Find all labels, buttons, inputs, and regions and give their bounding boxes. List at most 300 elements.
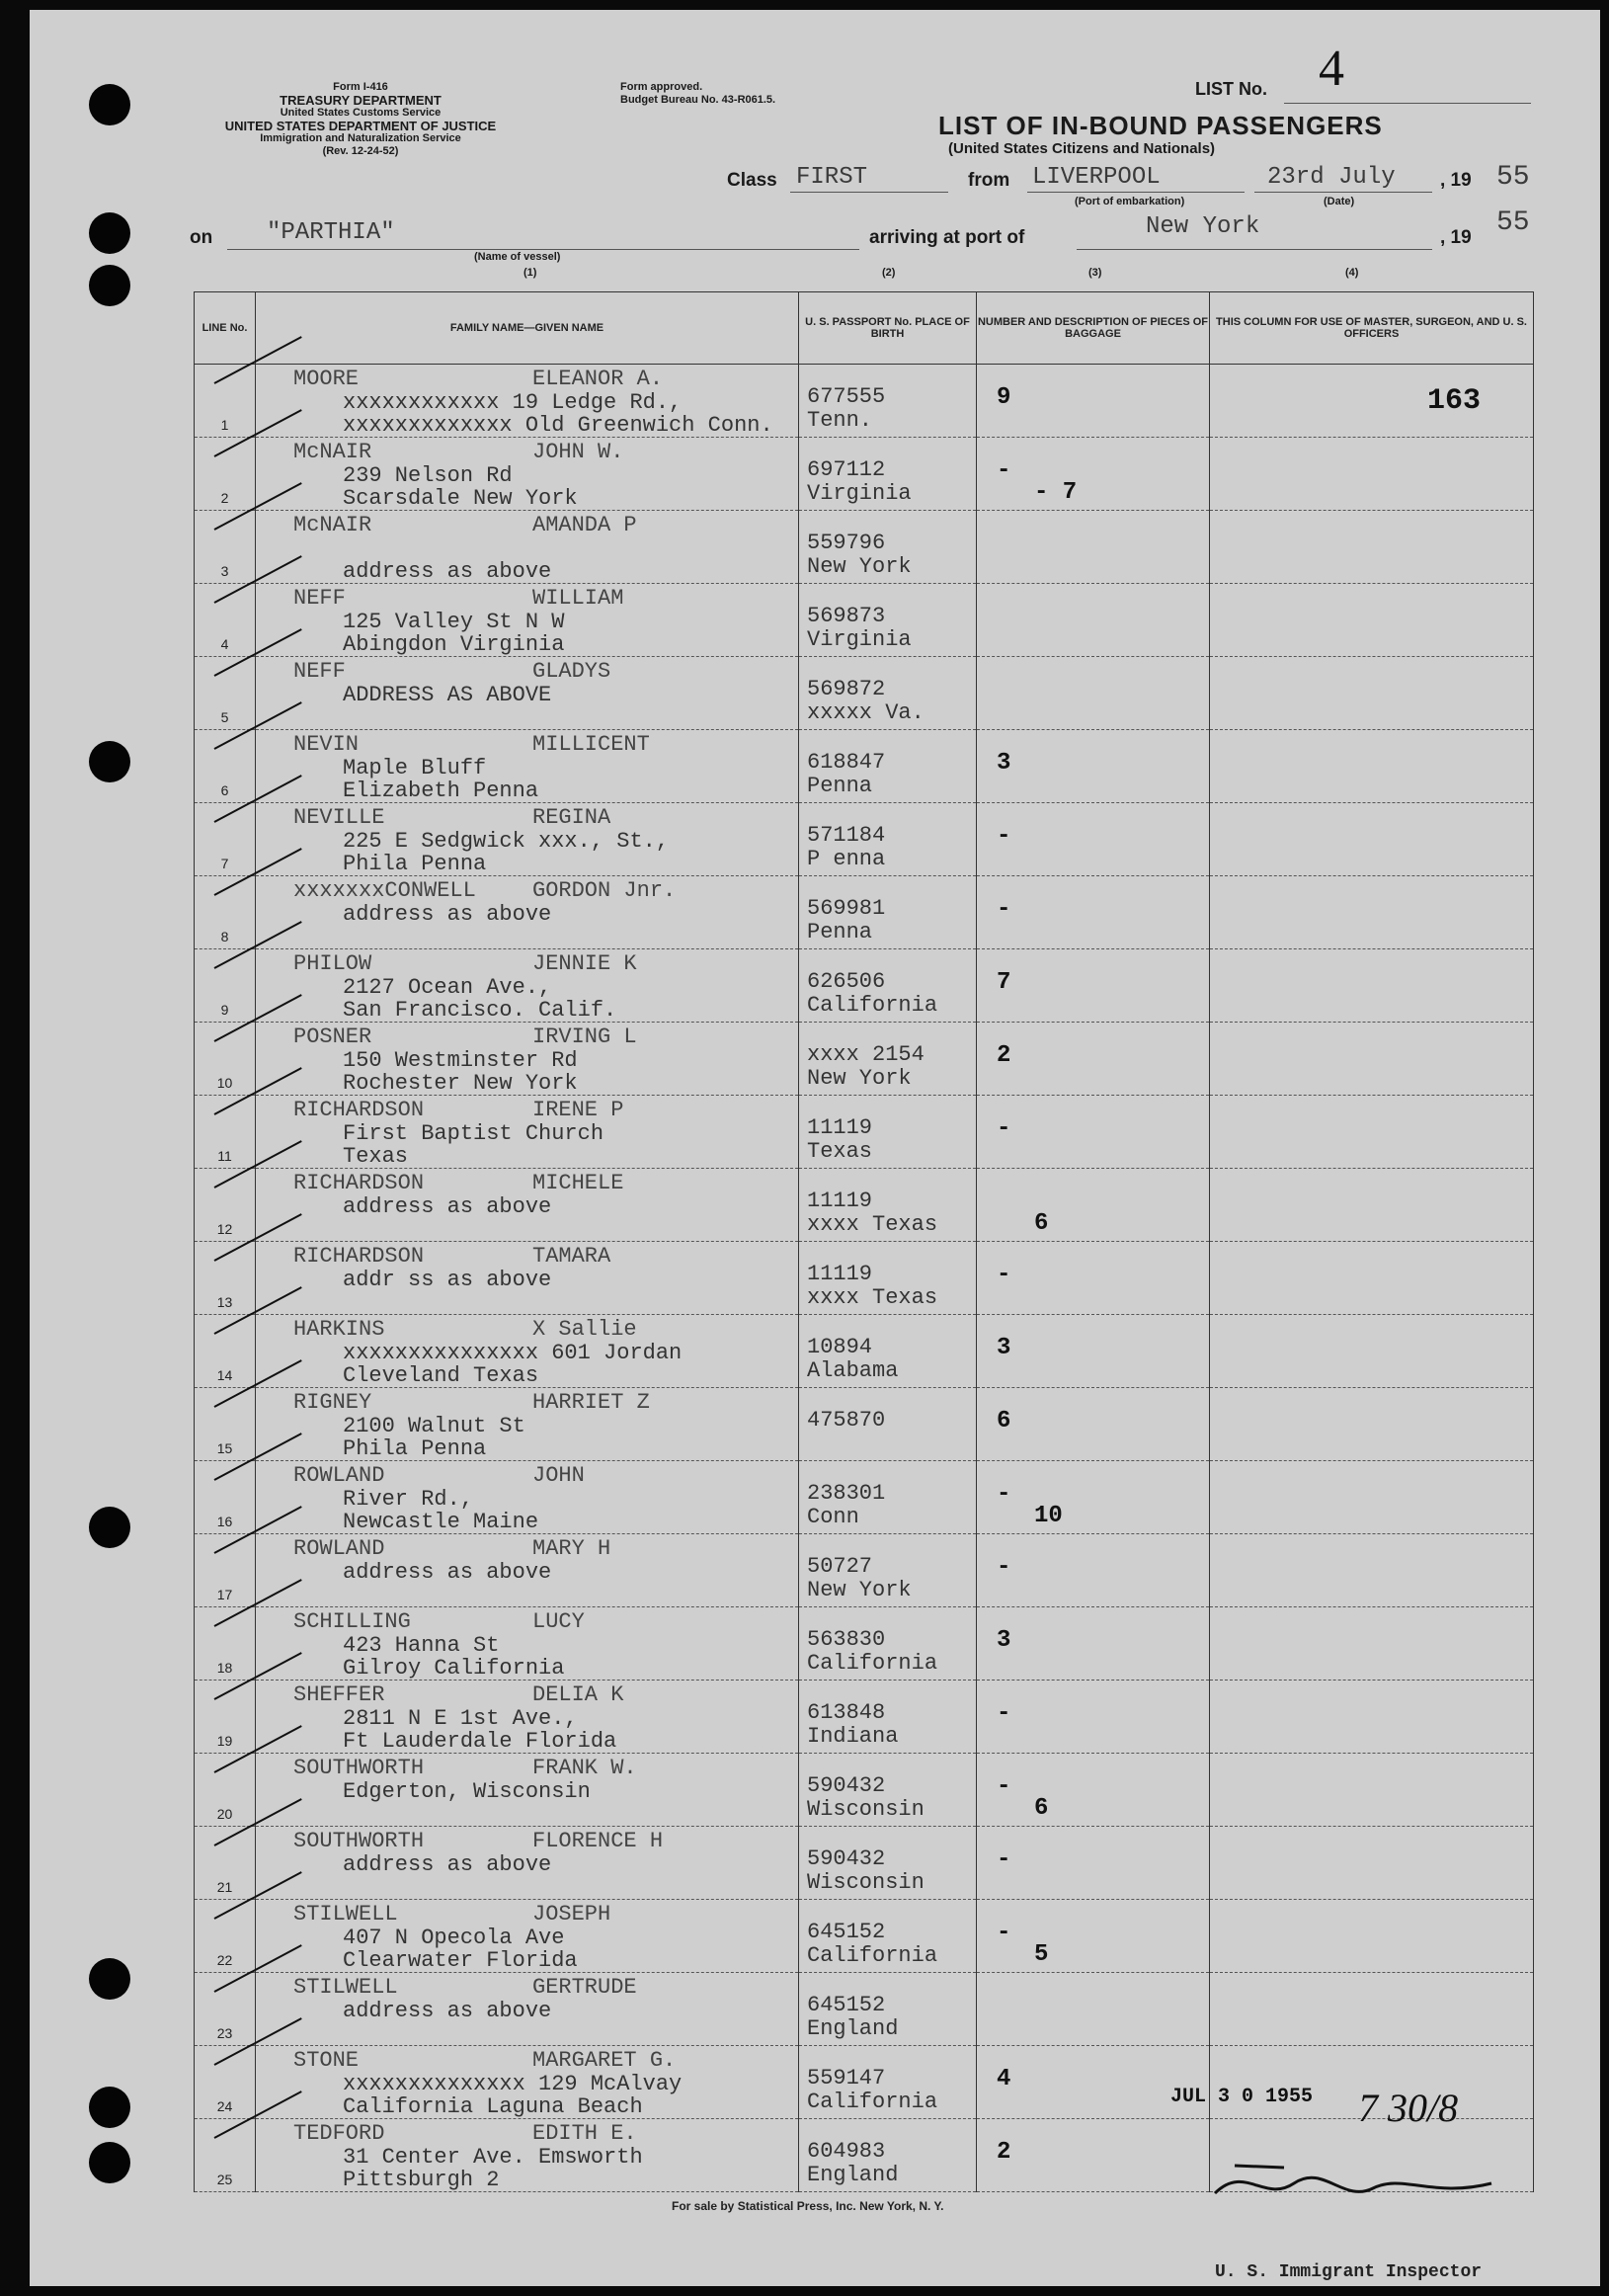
- line-number: 11: [217, 1148, 232, 1164]
- passport-cell: [799, 2046, 977, 2119]
- passport-cell: [799, 876, 977, 949]
- passenger-table: [194, 291, 1534, 2192]
- passport-number: 571184: [807, 823, 886, 848]
- baggage-cell: [977, 1827, 1210, 1900]
- passport-number: 238301: [807, 1481, 886, 1506]
- family-name: POSNER: [293, 1025, 372, 1049]
- passport-cell: [799, 949, 977, 1023]
- printer-credit: For sale by Statistical Press, Inc. New York, N. Y.: [672, 2199, 944, 2213]
- place-of-birth: xxxxx Va.: [807, 700, 925, 725]
- baggage-cell: [977, 1096, 1210, 1169]
- address-line-1: River Rd.,: [343, 1487, 474, 1512]
- passport-number: 50727: [807, 1554, 873, 1579]
- baggage-cell: [977, 1534, 1210, 1607]
- line-number-cell: [195, 1461, 256, 1534]
- baggage-cell: [977, 1973, 1210, 2046]
- passport-cell: [799, 1534, 977, 1607]
- place-of-birth: Alabama: [807, 1358, 899, 1383]
- address-line-1: xxxxxxxxxxxxxx 129 McAlvay: [343, 2072, 683, 2096]
- passport-cell: [799, 584, 977, 657]
- address-line-1: address as above: [343, 1852, 552, 1877]
- given-name: FRANK W.: [532, 1756, 637, 1780]
- name-cell: [256, 1534, 799, 1607]
- line-number-cell: [195, 2119, 256, 2192]
- baggage-count: -: [997, 1846, 1011, 1873]
- line-number-cell: [195, 730, 256, 803]
- baggage-cell: [977, 1169, 1210, 1242]
- official-use-cell: [1210, 730, 1534, 803]
- line-number: 21: [216, 1879, 233, 1895]
- place-of-birth: California: [807, 993, 938, 1018]
- place-of-birth: New York: [807, 1066, 912, 1091]
- official-use-cell: [1210, 511, 1534, 584]
- address-line-1: 2100 Walnut St: [343, 1414, 525, 1438]
- arrival-year-prefix: , 19: [1440, 227, 1472, 248]
- punch-hole: [89, 265, 130, 306]
- passport-cell: [799, 1973, 977, 2046]
- given-name: IRVING L: [532, 1025, 637, 1049]
- baggage-group-total: 6: [1034, 1795, 1049, 1822]
- name-cell: [256, 2046, 799, 2119]
- name-cell: [256, 1461, 799, 1534]
- passport-cell: [799, 2119, 977, 2192]
- line-number: 19: [216, 1733, 233, 1749]
- table-row: [195, 657, 1534, 730]
- table-row: [195, 1461, 1534, 1534]
- address-line-2: Gilroy California: [343, 1656, 565, 1681]
- address-line-1: addr ss as above: [343, 1268, 552, 1292]
- place-of-birth: Virginia: [807, 481, 912, 506]
- line-number: 20: [216, 1806, 233, 1822]
- line-number-cell: [195, 1973, 256, 2046]
- family-name: RICHARDSON: [293, 1171, 425, 1195]
- line-number: 6: [220, 782, 229, 798]
- place-of-birth: Conn: [807, 1505, 859, 1529]
- table-row: [195, 1169, 1534, 1242]
- address-line-1: 150 Westminster Rd: [343, 1048, 578, 1073]
- official-use-cell: [1210, 1169, 1534, 1242]
- table-row: [195, 438, 1534, 511]
- family-name: RICHARDSON: [293, 1244, 425, 1269]
- family-name: RIGNEY: [293, 1390, 372, 1415]
- table-row: [195, 1315, 1534, 1388]
- passport-cell: [799, 1754, 977, 1827]
- table-row: [195, 2046, 1534, 2119]
- line-number-cell: [195, 1388, 256, 1461]
- page-subtitle: (United States Citizens and Nationals): [948, 140, 1216, 157]
- official-use-cell: [1210, 1242, 1534, 1315]
- place-of-birth: New York: [807, 1578, 912, 1602]
- place-of-birth: California: [807, 2090, 938, 2114]
- family-name: SCHILLING: [293, 1609, 411, 1634]
- col-number-4: (4): [1345, 267, 1359, 279]
- address-line-2: Phila Penna: [343, 852, 487, 876]
- passport-cell: [799, 1681, 977, 1754]
- baggage-group-total: 5: [1034, 1941, 1049, 1968]
- passport-number: 563830: [807, 1627, 886, 1652]
- line-number-cell: [195, 1900, 256, 1973]
- table-row: [195, 1023, 1534, 1096]
- line-number: 25: [216, 2172, 233, 2187]
- passport-cell: [799, 803, 977, 876]
- family-name: STONE: [293, 2048, 360, 2073]
- official-use-cell: [1210, 1388, 1534, 1461]
- address-line-1: 225 E Sedgwick xxx., St.,: [343, 829, 670, 854]
- place-of-birth: Indiana: [807, 1724, 899, 1749]
- passport-cell: [799, 1388, 977, 1461]
- name-cell: [256, 511, 799, 584]
- family-name: STILWELL: [293, 1975, 398, 2000]
- line-number: 1: [220, 417, 229, 433]
- address-line-2: San Francisco. Calif.: [343, 998, 617, 1023]
- official-use-cell: [1210, 1900, 1534, 1973]
- baggage-cell: [977, 876, 1210, 949]
- given-name: ELEANOR A.: [532, 367, 664, 391]
- name-cell: [256, 1169, 799, 1242]
- passport-number: 626506: [807, 969, 886, 994]
- family-name: RICHARDSON: [293, 1098, 425, 1122]
- punch-hole: [89, 741, 130, 782]
- passport-cell: [799, 1900, 977, 1973]
- list-number-label: LIST No.: [1195, 79, 1267, 99]
- baggage-cell: [977, 1315, 1210, 1388]
- name-cell: [256, 1315, 799, 1388]
- table-row: [195, 1900, 1534, 1973]
- table-row: [195, 949, 1534, 1023]
- baggage-count: 3: [997, 750, 1011, 777]
- form-header-left: Form I-416 TREASURY DEPARTMENT United States Customs Service UNITED STATES DEPARTMENT OF JUSTICE Immigration and Naturalization Service (Rev. 12-24-52): [224, 81, 497, 157]
- header-line-no: LINE No.: [195, 292, 256, 365]
- line-number-cell: [195, 1534, 256, 1607]
- address-line-2: xxxxxxxxxxxxx Old Greenwich Conn.: [343, 413, 773, 438]
- line-number: 2: [220, 490, 229, 506]
- table-row: [195, 1388, 1534, 1461]
- baggage-cell: [977, 511, 1210, 584]
- given-name: MILLICENT: [532, 732, 650, 757]
- passport-number: 697112: [807, 457, 886, 482]
- passport-cell: [799, 657, 977, 730]
- punch-hole: [89, 1958, 130, 2000]
- line-number: 9: [220, 1002, 229, 1018]
- official-note: JUL 3 0 1955: [1170, 2086, 1314, 2108]
- class-label: Class: [727, 170, 777, 191]
- col-number-1: (1): [523, 267, 537, 279]
- line-number-cell: [195, 1169, 256, 1242]
- given-name: AMANDA P: [532, 513, 637, 537]
- baggage-cell: [977, 1388, 1210, 1461]
- col-number-3: (3): [1088, 267, 1102, 279]
- given-name: JENNIE K: [532, 951, 637, 976]
- official-note: 163: [1427, 384, 1482, 418]
- line-number-cell: [195, 1023, 256, 1096]
- baggage-count: -: [997, 1481, 1011, 1508]
- official-use-cell: [1210, 1315, 1534, 1388]
- inspector-title: U. S. Immigrant Inspector: [1215, 2262, 1483, 2282]
- year-prefix: , 19: [1440, 170, 1472, 191]
- given-name: GERTRUDE: [532, 1975, 637, 2000]
- family-name: ROWLAND: [293, 1536, 385, 1561]
- baggage-count: -: [997, 1920, 1011, 1946]
- name-cell: [256, 365, 799, 438]
- address-line-1: Maple Bluff: [343, 756, 487, 780]
- address-line-1: 2811 N E 1st Ave.,: [343, 1706, 578, 1731]
- embarkation-year: 55: [1496, 162, 1530, 193]
- family-name: xxxxxxxCONWELL: [293, 878, 476, 903]
- baggage-cell: [977, 1607, 1210, 1681]
- table-row: [195, 1681, 1534, 1754]
- baggage-cell: [977, 1023, 1210, 1096]
- table-row: [195, 365, 1534, 438]
- line-number-cell: [195, 803, 256, 876]
- family-name: SOUTHWORTH: [293, 1829, 425, 1853]
- punch-hole: [89, 84, 130, 125]
- given-name: MICHELE: [532, 1171, 624, 1195]
- address-line-2: address as above: [343, 559, 552, 584]
- official-use-cell: [1210, 1754, 1534, 1827]
- baggage-count: -: [997, 896, 1011, 923]
- line-number-cell: [195, 1242, 256, 1315]
- vessel-name: "PARTHIA": [267, 219, 395, 246]
- place-of-birth: xxxx Texas: [807, 1212, 938, 1237]
- place-of-birth: Penna: [807, 920, 873, 944]
- line-number: 12: [216, 1221, 233, 1237]
- passport-cell: [799, 365, 977, 438]
- passport-number: 677555: [807, 384, 886, 409]
- given-name: MARY H: [532, 1536, 611, 1561]
- official-use-cell: [1210, 1534, 1534, 1607]
- name-cell: [256, 949, 799, 1023]
- given-name: DELIA K: [532, 1682, 624, 1707]
- punch-hole: [89, 212, 130, 254]
- passport-number: 645152: [807, 1920, 886, 1944]
- address-line-2: Newcastle Maine: [343, 1510, 539, 1534]
- official-use-cell: [1210, 1096, 1534, 1169]
- official-use-cell: [1210, 365, 1534, 438]
- passport-cell: [799, 438, 977, 511]
- table-row: [195, 511, 1534, 584]
- family-name: PHILOW: [293, 951, 372, 976]
- place-of-birth: Texas: [807, 1139, 873, 1164]
- line-number: 7: [220, 856, 229, 871]
- address-line-1: address as above: [343, 902, 552, 927]
- line-number-cell: [195, 511, 256, 584]
- line-number-cell: [195, 1096, 256, 1169]
- family-name: McNAIR: [293, 440, 372, 464]
- passport-cell: [799, 1461, 977, 1534]
- name-cell: [256, 1681, 799, 1754]
- address-line-1: 423 Hanna St: [343, 1633, 500, 1658]
- baggage-cell: [977, 584, 1210, 657]
- line-number: 22: [216, 1952, 233, 1968]
- table-row: [195, 803, 1534, 876]
- name-cell: [256, 1900, 799, 1973]
- official-use-cell: [1210, 438, 1534, 511]
- passport-cell: [799, 1315, 977, 1388]
- date-caption: (Date): [1324, 196, 1355, 207]
- official-use-cell: [1210, 1973, 1534, 2046]
- table-row: [195, 584, 1534, 657]
- line-number: 24: [216, 2098, 233, 2114]
- given-name: HARRIET Z: [532, 1390, 650, 1415]
- passport-cell: [799, 511, 977, 584]
- address-line-1: address as above: [343, 1194, 552, 1219]
- passport-number: 645152: [807, 1993, 886, 2017]
- arrival-port: New York: [1146, 213, 1260, 240]
- name-cell: [256, 2119, 799, 2192]
- place-of-birth: California: [807, 1943, 938, 1968]
- baggage-cell: [977, 949, 1210, 1023]
- list-number: 4: [1319, 41, 1344, 97]
- family-name: STILWELL: [293, 1902, 398, 1927]
- baggage-group-total: 6: [1034, 1210, 1049, 1237]
- line-number: 5: [220, 709, 229, 725]
- line-number: 14: [216, 1367, 233, 1383]
- from-label: from: [968, 170, 1010, 191]
- arrival-year: 55: [1496, 207, 1530, 238]
- address-line-2: Pittsburgh 2: [343, 2168, 500, 2192]
- name-cell: [256, 1973, 799, 2046]
- name-cell: [256, 584, 799, 657]
- passport-number: 569872: [807, 677, 886, 701]
- baggage-count: -: [997, 823, 1011, 850]
- baggage-cell: [977, 657, 1210, 730]
- given-name: JOHN: [532, 1463, 585, 1488]
- name-cell: [256, 730, 799, 803]
- name-cell: [256, 1023, 799, 1096]
- address-line-1: 407 N Opecola Ave: [343, 1926, 565, 1950]
- address-line-1: Edgerton, Wisconsin: [343, 1779, 591, 1804]
- family-name: NEVILLE: [293, 805, 385, 830]
- given-name: EDITH E.: [532, 2121, 637, 2146]
- embarkation-date: 23rd July: [1267, 164, 1396, 191]
- inspector-signature: [1205, 2154, 1501, 2223]
- baggage-cell: [977, 1242, 1210, 1315]
- line-number-cell: [195, 876, 256, 949]
- header-passport: U. S. PASSPORT No. PLACE OF BIRTH: [799, 292, 977, 365]
- vessel-caption: (Name of vessel): [474, 251, 561, 263]
- family-name: NEFF: [293, 659, 346, 684]
- passport-cell: [799, 1827, 977, 1900]
- official-use-cell: [1210, 657, 1534, 730]
- name-cell: [256, 1242, 799, 1315]
- table-row: [195, 1607, 1534, 1681]
- header-official-use: THIS COLUMN FOR USE OF MASTER, SURGEON, AND U. S. OFFICERS: [1210, 292, 1534, 365]
- place-of-birth: Virginia: [807, 627, 912, 652]
- official-use-cell: [1210, 1461, 1534, 1534]
- place-of-birth: England: [807, 2016, 899, 2041]
- port-caption: (Port of embarkation): [1075, 196, 1185, 207]
- family-name: SOUTHWORTH: [293, 1756, 425, 1780]
- given-name: JOSEPH: [532, 1902, 611, 1927]
- baggage-count: 3: [997, 1627, 1011, 1654]
- line-number: 4: [220, 636, 229, 652]
- punch-hole: [89, 1507, 130, 1548]
- baggage-count: -: [997, 1115, 1011, 1142]
- passport-number: 11119: [807, 1189, 873, 1213]
- given-name: TAMARA: [532, 1244, 611, 1269]
- address-line-1: xxxxxxxxxxxx 19 Ledge Rd.,: [343, 390, 683, 415]
- address-line-1: 2127 Ocean Ave.,: [343, 975, 552, 1000]
- line-number: 15: [216, 1440, 233, 1456]
- address-line-1: xxxxxxxxxxxxxxx 601 Jordan: [343, 1341, 683, 1365]
- place-of-birth: Penna: [807, 774, 873, 798]
- embarkation-port: LIVERPOOL: [1032, 164, 1161, 191]
- line-number-cell: [195, 1681, 256, 1754]
- baggage-cell: [977, 1461, 1210, 1534]
- official-use-cell: [1210, 1607, 1534, 1681]
- baggage-cell: [977, 1681, 1210, 1754]
- address-line-1: 125 Valley St N W: [343, 610, 565, 634]
- baggage-count: -: [997, 1700, 1011, 1727]
- baggage-cell: [977, 1900, 1210, 1973]
- name-cell: [256, 1607, 799, 1681]
- place-of-birth: xxxx Texas: [807, 1285, 938, 1310]
- line-number-cell: [195, 1607, 256, 1681]
- header-name: FAMILY NAME—GIVEN NAME: [256, 292, 799, 365]
- place-of-birth: Wisconsin: [807, 1870, 925, 1895]
- baggage-cell: [977, 803, 1210, 876]
- family-name: NEFF: [293, 586, 346, 611]
- passport-number: 559796: [807, 531, 886, 555]
- baggage-cell: [977, 730, 1210, 803]
- class-value: FIRST: [796, 164, 868, 191]
- punch-hole: [89, 2142, 130, 2183]
- line-number-cell: [195, 365, 256, 438]
- place-of-birth: P enna: [807, 847, 886, 871]
- passport-number: 569873: [807, 604, 886, 628]
- arriving-label: arriving at port of: [869, 227, 1025, 248]
- punch-hole: [89, 2087, 130, 2128]
- baggage-count: 4: [997, 2066, 1011, 2092]
- baggage-count: 6: [997, 1408, 1011, 1435]
- table-row: [195, 1096, 1534, 1169]
- passport-number: 613848: [807, 1700, 886, 1725]
- passport-cell: [799, 1169, 977, 1242]
- line-number-cell: [195, 2046, 256, 2119]
- baggage-count: 7: [997, 969, 1011, 996]
- passport-number: 11119: [807, 1115, 873, 1140]
- baggage-count: 2: [997, 2139, 1011, 2166]
- official-use-cell: [1210, 584, 1534, 657]
- line-number: 8: [220, 929, 229, 944]
- address-line-2: Elizabeth Penna: [343, 779, 539, 803]
- passport-number: 10894: [807, 1335, 873, 1359]
- handwritten-date-mark: 7 30/8: [1358, 2086, 1459, 2130]
- passport-number: 559147: [807, 2066, 886, 2091]
- place-of-birth: New York: [807, 554, 912, 579]
- given-name: IRENE P: [532, 1098, 624, 1122]
- passport-cell: [799, 1096, 977, 1169]
- name-cell: [256, 803, 799, 876]
- passport-number: 590432: [807, 1846, 886, 1871]
- official-use-cell: [1210, 1681, 1534, 1754]
- family-name: HARKINS: [293, 1317, 385, 1342]
- official-use-cell: [1210, 803, 1534, 876]
- baggage-cell: [977, 1754, 1210, 1827]
- passport-cell: [799, 1023, 977, 1096]
- address-line-2: Ft Lauderdale Florida: [343, 1729, 617, 1754]
- name-cell: [256, 1827, 799, 1900]
- line-number-cell: [195, 1315, 256, 1388]
- address-line-1: address as above: [343, 1560, 552, 1585]
- header-baggage: NUMBER AND DESCRIPTION OF PIECES OF BAGGAGE: [977, 292, 1210, 365]
- address-line-2: Clearwater Florida: [343, 1948, 578, 1973]
- given-name: WILLIAM: [532, 586, 624, 611]
- given-name: GORDON Jnr.: [532, 878, 677, 903]
- passport-cell: [799, 730, 977, 803]
- address-line-1: First Baptist Church: [343, 1121, 604, 1146]
- baggage-group-total: 10: [1034, 1503, 1063, 1529]
